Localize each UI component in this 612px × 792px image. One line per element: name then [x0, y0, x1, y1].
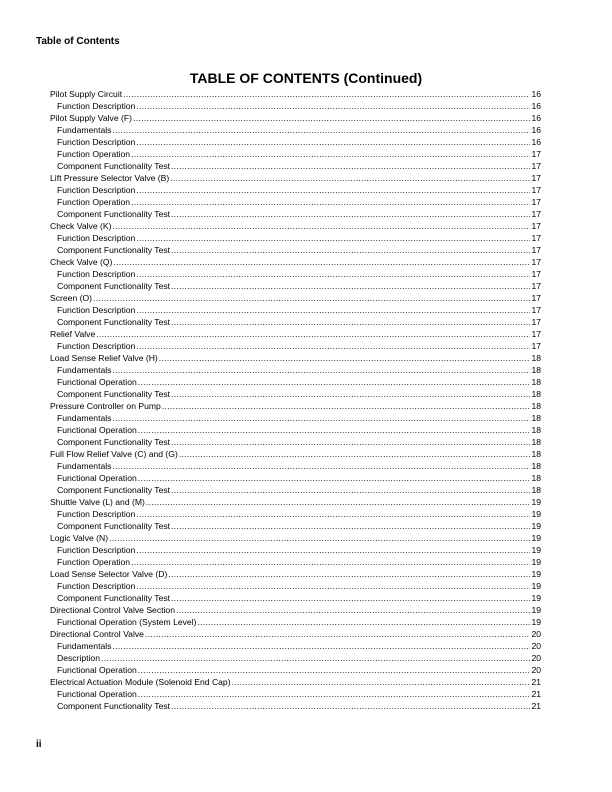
dot-leader: [112, 124, 530, 136]
dot-leader: [159, 352, 531, 364]
toc-entry-label: Fundamentals: [57, 365, 112, 375]
toc-entry-label: Function Description: [57, 137, 136, 147]
toc-entry[interactable]: [50, 352, 541, 364]
toc-entry-label: Component Functionality Test: [57, 209, 171, 219]
toc-entry-page: 17: [531, 161, 541, 171]
toc-entry-page: 21: [531, 701, 541, 711]
toc-entry-label: Component Functionality Test: [57, 317, 171, 327]
toc-entry-label: Directional Control Valve: [50, 629, 144, 639]
toc-entry[interactable]: [50, 520, 541, 532]
toc-entry[interactable]: [50, 484, 541, 496]
toc-entry[interactable]: [50, 124, 541, 136]
toc-entry[interactable]: [50, 472, 541, 484]
toc-entry-page: 18: [531, 377, 541, 387]
toc-entry-page: 17: [531, 269, 541, 279]
toc-entry-page: 18: [531, 389, 541, 399]
dot-leader: [96, 328, 530, 340]
toc-entry-label: Description: [57, 653, 100, 663]
toc-entry[interactable]: [50, 676, 541, 688]
toc-entry-label: Pilot Supply Circuit: [50, 89, 123, 99]
toc-entry-page: 17: [531, 341, 541, 351]
toc-entry[interactable]: [50, 640, 541, 652]
dot-leader: [101, 652, 530, 664]
toc-entry-label: Function Operation: [57, 197, 131, 207]
toc-entry[interactable]: [50, 316, 541, 328]
dot-leader: [145, 628, 531, 640]
toc-entry-page: 19: [531, 581, 541, 591]
toc-entry-page: 21: [531, 689, 541, 699]
toc-entry-label: Function Description: [57, 269, 136, 279]
toc-entry-label: Component Functionality Test: [57, 485, 171, 495]
dot-leader: [171, 592, 530, 604]
toc-entry-label: Fundamentals: [57, 125, 112, 135]
toc-entry-page: 17: [531, 305, 541, 315]
toc-entry-page: 16: [531, 101, 541, 111]
dot-leader: [136, 508, 530, 520]
toc-entry-label: Check Valve (Q): [50, 257, 113, 267]
toc-entry-page: 16: [531, 89, 541, 99]
toc-entry-page: 17: [531, 329, 541, 339]
toc-entry[interactable]: [50, 340, 541, 352]
toc-entry[interactable]: [50, 184, 541, 196]
toc-entry[interactable]: [50, 172, 541, 184]
toc-entry[interactable]: [50, 256, 541, 268]
toc-entry-label: Component Functionality Test: [57, 389, 171, 399]
dot-leader: [138, 424, 531, 436]
toc-entry-page: 16: [531, 137, 541, 147]
toc-entry[interactable]: [50, 160, 541, 172]
toc-entry[interactable]: [50, 592, 541, 604]
page-number: ii: [36, 739, 42, 750]
toc-entry-label: Function Description: [57, 509, 136, 519]
toc-entry-page: 17: [531, 197, 541, 207]
toc-entry[interactable]: [50, 328, 541, 340]
dot-leader: [138, 688, 531, 700]
toc-entry[interactable]: [50, 616, 541, 628]
toc-entry-page: 18: [531, 485, 541, 495]
toc-entry-label: Component Functionality Test: [57, 437, 171, 447]
toc-entry-label: Function Description: [57, 581, 136, 591]
dot-leader: [112, 220, 530, 232]
toc-entry-page: 19: [531, 545, 541, 555]
dot-leader: [171, 244, 530, 256]
dot-leader: [171, 280, 530, 292]
toc-entry[interactable]: [50, 556, 541, 568]
toc-entry-label: Component Functionality Test: [57, 161, 171, 171]
dot-leader: [176, 604, 530, 616]
dot-leader: [170, 172, 530, 184]
dot-leader: [171, 316, 530, 328]
toc-entry-page: 18: [531, 353, 541, 363]
toc-entry-label: Pilot Supply Valve (F): [50, 113, 132, 123]
dot-leader: [232, 676, 531, 688]
toc-entry-page: 20: [531, 653, 541, 663]
toc-entry[interactable]: [50, 532, 541, 544]
toc-entry[interactable]: [50, 496, 541, 508]
dot-leader: [113, 256, 530, 268]
toc-entry-label: Fundamentals: [57, 461, 112, 471]
toc-entry-page: 19: [531, 617, 541, 627]
dot-leader: [179, 448, 531, 460]
dot-leader: [112, 640, 530, 652]
toc-entry-page: 19: [531, 533, 541, 543]
dot-leader: [136, 340, 530, 352]
toc-entry[interactable]: [50, 508, 541, 520]
dot-leader: [138, 664, 531, 676]
dot-leader: [112, 412, 530, 424]
toc-entry[interactable]: [50, 424, 541, 436]
toc-entry-page: 17: [531, 245, 541, 255]
dot-leader: [171, 520, 530, 532]
dot-leader: [138, 472, 531, 484]
toc-entry[interactable]: [50, 88, 541, 100]
toc-entry-page: 18: [531, 461, 541, 471]
dot-leader: [136, 136, 530, 148]
toc-entry-page: 17: [531, 317, 541, 327]
dot-leader: [171, 436, 530, 448]
dot-leader: [136, 580, 530, 592]
toc-entry[interactable]: [50, 652, 541, 664]
toc-entry-page: 17: [531, 233, 541, 243]
toc-entry-page: 17: [531, 281, 541, 291]
page-title: TABLE OF CONTENTS (Continued): [189, 70, 423, 86]
toc-entry-label: Function Description: [57, 305, 136, 315]
dot-leader: [138, 376, 531, 388]
toc-entry-page: 18: [531, 449, 541, 459]
toc-entry[interactable]: [50, 376, 541, 388]
toc-entry[interactable]: [50, 664, 541, 676]
toc-entry-page: 17: [531, 173, 541, 183]
running-header: Table of Contents: [36, 36, 120, 47]
toc-entry[interactable]: [50, 400, 541, 412]
toc-entry-page: 19: [531, 557, 541, 567]
toc-entry[interactable]: [50, 436, 541, 448]
toc-entry[interactable]: [50, 208, 541, 220]
toc-entry[interactable]: [50, 700, 541, 712]
dot-leader: [109, 532, 530, 544]
toc-entry-label: Pressure Controller on Pump: [50, 401, 161, 411]
toc-entry-page: 20: [531, 665, 541, 675]
toc-entry-label: Load Sense Relief Valve (H): [50, 353, 158, 363]
toc-entry[interactable]: [50, 136, 541, 148]
toc-entry[interactable]: [50, 280, 541, 292]
toc-entry[interactable]: [50, 688, 541, 700]
toc-entry-label: Functional Operation: [57, 425, 137, 435]
dot-leader: [171, 388, 530, 400]
toc-entry-label: Functional Operation: [57, 689, 137, 699]
toc-entry-page: 19: [531, 593, 541, 603]
toc-entry-page: 18: [531, 425, 541, 435]
dot-leader: [112, 460, 530, 472]
toc-entry-label: Component Functionality Test: [57, 521, 171, 531]
toc-entry-label: Functional Operation: [57, 473, 137, 483]
toc-entry[interactable]: [50, 244, 541, 256]
toc-entry-page: 17: [531, 257, 541, 267]
toc-entry[interactable]: [50, 388, 541, 400]
toc-entry-label: Function Description: [57, 545, 136, 555]
dot-leader: [136, 544, 530, 556]
toc-entry-label: Full Flow Relief Valve (C) and (G): [50, 449, 178, 459]
dot-leader: [171, 160, 530, 172]
toc-entry[interactable]: [50, 196, 541, 208]
toc-entry-page: 18: [531, 365, 541, 375]
dot-leader: [131, 148, 530, 160]
toc-entry-label: Relief Valve: [50, 329, 96, 339]
toc-entry-page: 17: [531, 221, 541, 231]
toc-entry-label: Function Description: [57, 341, 136, 351]
dot-leader: [136, 268, 530, 280]
toc-entry-page: 17: [531, 185, 541, 195]
toc-entry-page: 18: [531, 413, 541, 423]
toc-entry[interactable]: [50, 544, 541, 556]
dot-leader: [171, 700, 530, 712]
toc-entry-label: Logic Valve (N): [50, 533, 109, 543]
dot-leader: [133, 112, 530, 124]
toc-entry[interactable]: [50, 364, 541, 376]
toc-entry-label: Function Description: [57, 233, 136, 243]
toc-entry[interactable]: [50, 604, 541, 616]
toc-entry-label: Screen (O): [50, 293, 93, 303]
toc-entry-page: 19: [531, 497, 541, 507]
toc-entry-label: Functional Operation: [57, 377, 137, 387]
dot-leader: [162, 400, 531, 412]
toc-entry-page: 18: [531, 437, 541, 447]
toc-entry-label: Function Operation: [57, 149, 131, 159]
toc-entry-page: 19: [531, 521, 541, 531]
dot-leader: [171, 208, 530, 220]
toc-entry-label: Function Description: [57, 101, 136, 111]
toc-entry-page: 18: [531, 473, 541, 483]
dot-leader: [168, 568, 530, 580]
toc-entry-page: 21: [531, 677, 541, 687]
toc-entry[interactable]: [50, 268, 541, 280]
toc-entry-label: Function Description: [57, 185, 136, 195]
toc-entry-label: Fundamentals: [57, 641, 112, 651]
toc-entry[interactable]: [50, 112, 541, 124]
toc-entry-label: Load Sense Selector Valve (D): [50, 569, 168, 579]
toc-entry[interactable]: [50, 580, 541, 592]
dot-leader: [93, 292, 530, 304]
toc-entry-label: Component Functionality Test: [57, 593, 171, 603]
toc-entry-page: 16: [531, 113, 541, 123]
toc-entry-label: Lift Pressure Selector Valve (B): [50, 173, 170, 183]
toc-entry-label: Check Valve (K): [50, 221, 112, 231]
toc-entry-label: Functional Operation (System Level): [57, 617, 197, 627]
toc-entry[interactable]: [50, 460, 541, 472]
toc-entry[interactable]: [50, 100, 541, 112]
dot-leader: [123, 88, 530, 100]
toc-entry-page: 19: [531, 509, 541, 519]
dot-leader: [112, 364, 530, 376]
toc-entry[interactable]: [50, 304, 541, 316]
toc-entry[interactable]: [50, 148, 541, 160]
toc-entry-page: 20: [531, 641, 541, 651]
toc-entry[interactable]: [50, 568, 541, 580]
dot-leader: [146, 496, 531, 508]
toc-entry[interactable]: [50, 448, 541, 460]
dot-leader: [136, 184, 530, 196]
toc-entry-page: 19: [531, 605, 541, 615]
toc-entry-label: Component Functionality Test: [57, 281, 171, 291]
toc-entry-label: Component Functionality Test: [57, 701, 171, 711]
toc-entry-page: 20: [531, 629, 541, 639]
dot-leader: [131, 196, 530, 208]
dot-leader: [136, 232, 530, 244]
toc-entry-page: 17: [531, 209, 541, 219]
toc-entry[interactable]: [50, 232, 541, 244]
toc-entry-page: 19: [531, 569, 541, 579]
dot-leader: [136, 304, 530, 316]
toc-entry-page: 18: [531, 401, 541, 411]
toc-entry[interactable]: [50, 220, 541, 232]
toc-entry-label: Component Functionality Test: [57, 245, 171, 255]
dot-leader: [171, 484, 530, 496]
toc-entry-page: 17: [531, 293, 541, 303]
toc-entry-page: 17: [531, 149, 541, 159]
toc-list: [50, 88, 541, 712]
toc-entry-page: 16: [531, 125, 541, 135]
toc-entry-label: Functional Operation: [57, 665, 137, 675]
dot-leader: [136, 100, 530, 112]
toc-entry-label: Shuttle Valve (L) and (M): [50, 497, 145, 507]
toc-entry-label: Fundamentals: [57, 413, 112, 423]
dot-leader: [197, 616, 530, 628]
toc-entry[interactable]: [50, 628, 541, 640]
toc-entry-label: Function Operation: [57, 557, 131, 567]
toc-entry-label: Electrical Actuation Module (Solenoid End Cap): [50, 677, 231, 687]
toc-entry[interactable]: [50, 412, 541, 424]
dot-leader: [131, 556, 530, 568]
toc-entry-label: Directional Control Valve Section: [50, 605, 175, 615]
toc-entry[interactable]: [50, 292, 541, 304]
